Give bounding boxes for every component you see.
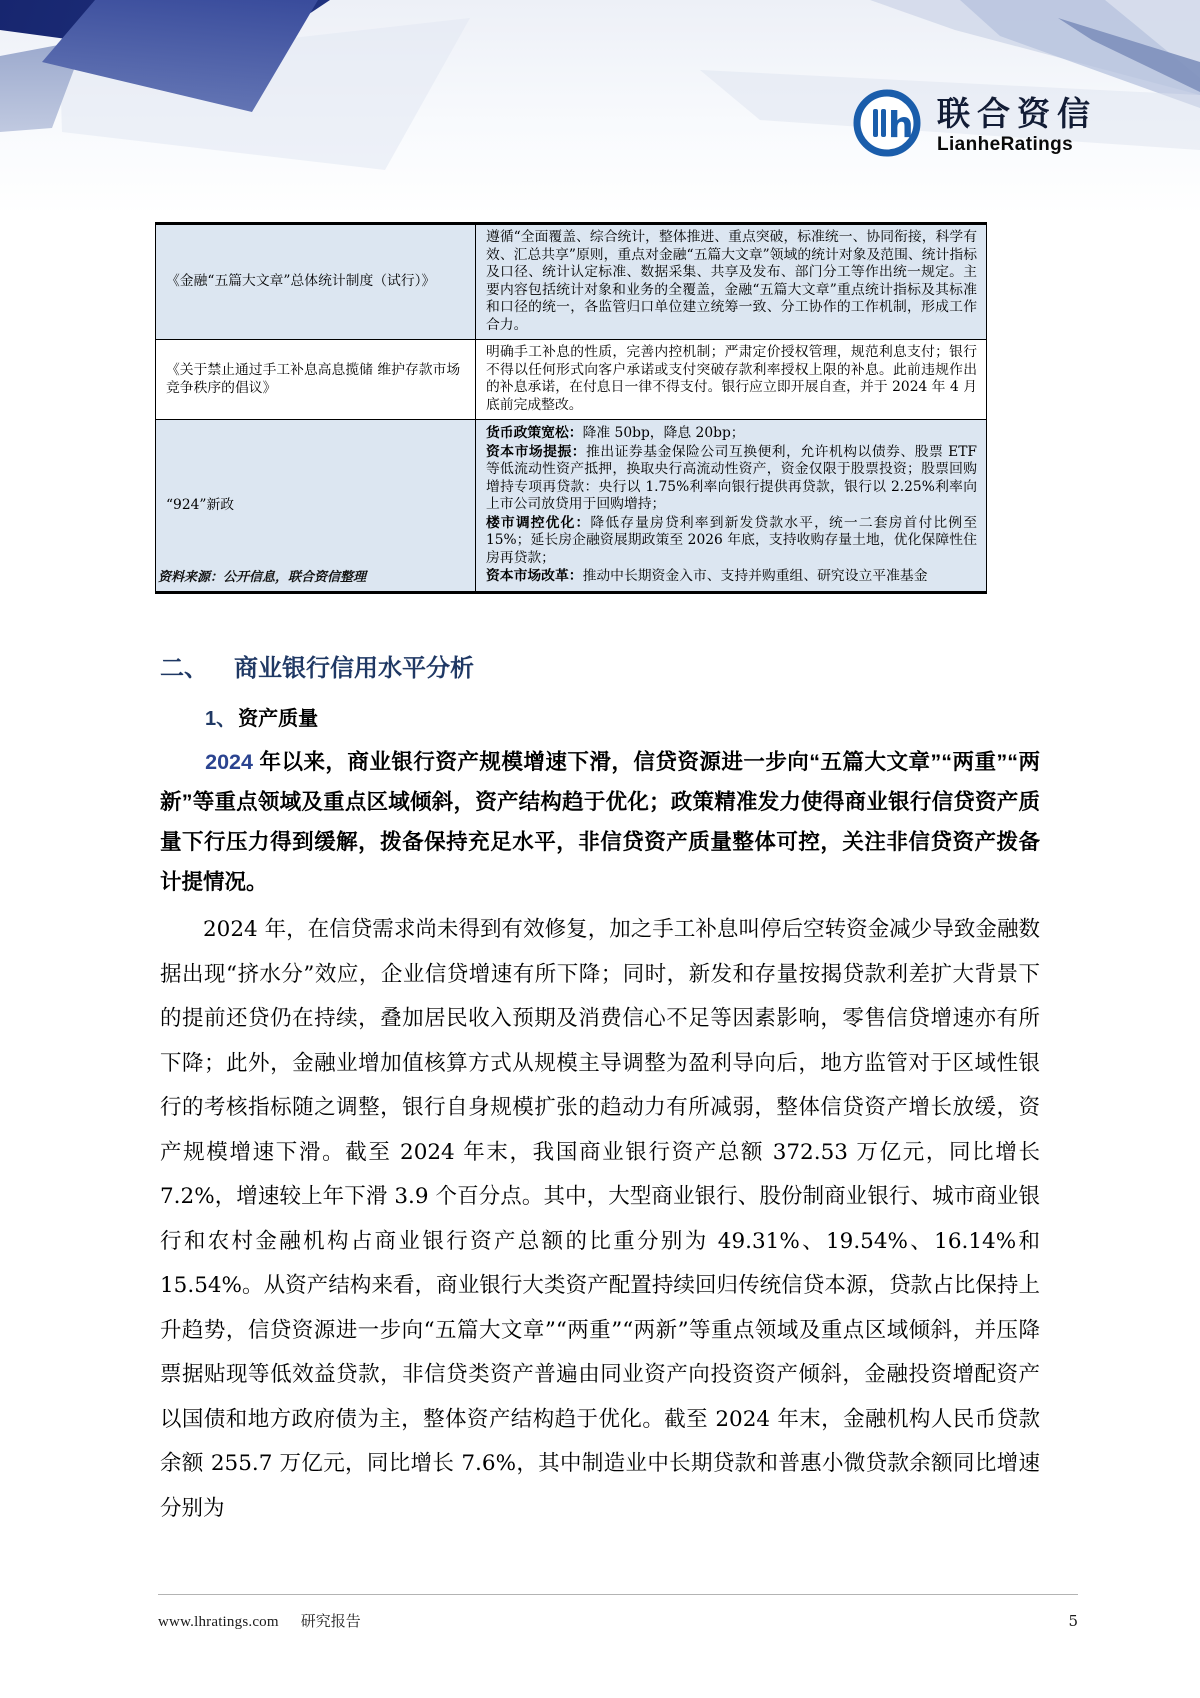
subsection-title: 资产质量 xyxy=(238,708,319,730)
footer-website: www.lhratings.com xyxy=(158,1614,279,1630)
policy-content-segment: 遵循“全面覆盖、综合统计，整体推进、重点突破，标准统一、协同衔接，科学有效、汇总共享”原则，重点对金融“五篇大文章”领域的统计对象及范围、统计指标及口径、统计认定标准、数据采集、共享及发布、部门分工等作出统一规定。主要内容包括统计对象和业务的全覆盖，金融“五篇大文章”重点统计指标及其标准和口径的统一，各监管归口单位建立统筹一致、分工协作的工作机制，形成工作合力。 xyxy=(486,229,977,333)
lianhe-ratings-logo xyxy=(850,86,1097,164)
subsection-number: 1、 xyxy=(205,708,237,730)
policy-content-segment: 资本市场改革：推动中长期资金入市、支持并购重组、研究设立平准基金 xyxy=(486,568,928,584)
page-footer xyxy=(158,1610,1078,1631)
policy-content-segment: 资本市场提振：推出证券基金保险公司互换便利，允许机构以债券、股票 ETF 等低流动性资产抵押，换取央行高流动性资产，资金仅限于股票投资；股票回购增持专项再贷款：央行以 1.75%利率向银行提供再贷款，银行以 2.25%利率向上市公司放贷用于回购增持； xyxy=(486,443,977,512)
table-source-note: 资料来源：公开信息，联合资信整理 xyxy=(158,570,367,585)
footer-divider xyxy=(158,1594,1078,1595)
body-paragraph: 2024 年，在信贷需求尚未得到有效修复，加之手工补息叫停后空转资金减少导致金融数据出现“挤水分”效应，企业信贷增速有所下降；同时，新发和存量按揭贷款利差扩大背景下的提前还贷仍在持续，叠加居民收入预期及消费信心不足等因素影响，零售信贷增速亦有所下降；此外，金融业增加值核算方式从规模主导调整为盈利导向后，地方监管对于区域性银行的考核指标随之调整，银行自身规模扩张的趋动力有所减弱，整体信贷资产增长放缓，资产规模增速下滑。截至 2024 年末，我国商业银行资产总额 372.53 万亿元，同比增长 7.2%，增速较上年下滑 3.9 个百分点。其中，大型商业银行、股份制商业银行、城市商业银行和农村金融机构占商业银行资产总额的比重分别为 49.31%、19.54%、16.14%和 15.54%。从资产结构来看，商业银行大类资产配置持续回归传统信贷本源，贷款占比保持上升趋势，信贷资源进一步向“五篇大文章”“两重”“两新”等重点领域及重点区域倾斜，并压降票据贴现等低效益贷款，非信贷类资产普遍由同业资产向投资资产倾斜，金融投资增配资产以国债和地方政府债为主，整体资产结构趋于优化。截至 2024 年末，金融机构人民币贷款余额 255.7 万亿元，同比增长 7.6%，其中制造业中长期贷款和普惠小微贷款余额同比增速分别为 xyxy=(160,917,1040,1521)
section-number: 二、 xyxy=(160,655,208,682)
subsection-heading xyxy=(205,702,318,731)
logo-english-name: LianheRatings xyxy=(937,133,1074,155)
summary-text: 年以来，商业银行资产规模增速下滑，信贷资源进一步向“五篇大文章”“两重”“两新”等重点领域及重点区域倾斜，资产结构趋于优化；政策精准发力使得商业银行信贷资产质量下行压力得到缓解，拨备保持充足水平，非信贷资产质量整体可控，关注非信贷资产拨备计提情况。 xyxy=(160,750,1040,894)
policy-content-cell xyxy=(476,420,986,591)
policy-table-body xyxy=(156,225,986,591)
svg-text:h: h xyxy=(888,105,914,146)
table-row xyxy=(156,340,986,420)
logo-chinese-name: 联合资信 xyxy=(937,94,1097,132)
policy-name-cell: 《关于禁止通过手工补息高息揽储 维护存款市场竞争秩序的倡议》 xyxy=(156,340,476,419)
table-row xyxy=(156,225,986,340)
policy-content-segment: 明确手工补息的性质，完善内控机制；严肃定价授权管理，规范利息支付；银行不得以任何形式向客户承诺或支付突破存款利率授权上限的补息。此前违规作出的补息承诺，在付息日一律不得支付。银行应立即开展自查，并于 2024 年 4 月底前完成整改。 xyxy=(486,344,977,413)
policy-name-cell: “924”新政 xyxy=(156,420,476,591)
policy-name-cell: 《金融“五篇大文章”总体统计制度（试行）》 xyxy=(156,225,476,339)
summary-year-accent: 2024 xyxy=(205,750,253,774)
policy-content-segment: 货币政策宽松：降准 50bp，降息 20bp； xyxy=(486,425,745,441)
table-row xyxy=(156,420,986,591)
policy-content-cell xyxy=(476,225,986,339)
logo-wordmark xyxy=(937,94,1097,155)
policy-content-segment: 楼市调控优化：降低存量房贷利率到新发贷款水平，统一二套房首付比例至 15%；延长房企融资展期政策至 2026 年底，支持收购存量土地，优化保障性住房再贷款； xyxy=(486,514,978,566)
policy-content-cell xyxy=(476,340,986,419)
lianhe-logo-mark-icon xyxy=(850,86,924,164)
summary-paragraph xyxy=(160,742,1040,902)
footer-report-label: 研究报告 xyxy=(300,1612,361,1630)
page-number: 5 xyxy=(1068,1612,1078,1630)
policy-table xyxy=(155,222,987,594)
section-heading xyxy=(160,648,474,683)
section-title: 商业银行信用水平分析 xyxy=(234,655,474,682)
